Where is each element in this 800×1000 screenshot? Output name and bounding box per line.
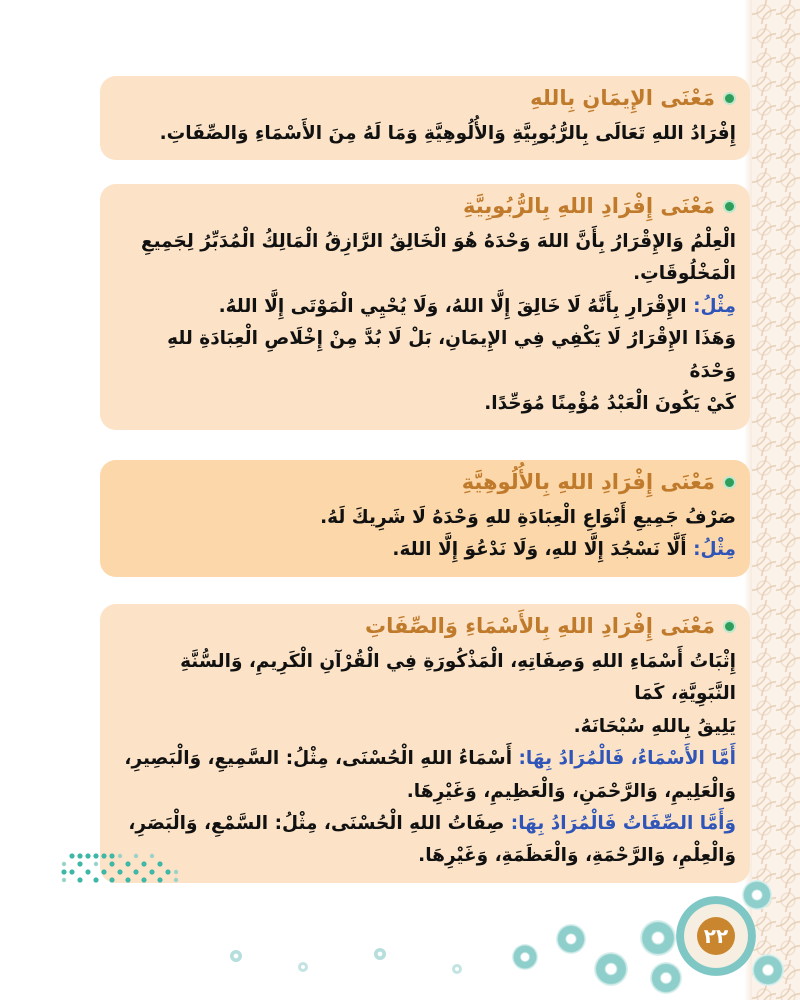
bullet-icon — [723, 476, 736, 489]
line-text: صِفَاتُ اللهِ الْحُسْنَى، مِثْلُ: السَّمْعِ، وَالْبَصَرِ، — [128, 812, 505, 834]
text-line — [116, 323, 736, 388]
bullet-icon — [723, 200, 736, 213]
line-text: أَسْمَاءُ اللهِ الْحُسْنَى، مِثْلُ: السَّمِيعِ، وَالْبَصِيرِ، — [124, 748, 513, 770]
section-uluhiyyah-card — [100, 460, 750, 577]
line-text: أَلَّا نَسْجُدَ إِلَّا للهِ، وَلَا نَدْعُوَ إِلَّا اللهَ. — [392, 539, 687, 561]
line-text: إِفْرَادُ اللهِ تَعَالَى بِالرُّبُوبِيَّةِ وَالأُلُوهِيَّةِ وَمَا لَهُ مِنَ الأَسْمَاءِ وَالصِّفَاتِ. — [159, 123, 736, 144]
flower-ornament-icon — [556, 924, 586, 954]
text-line — [116, 226, 736, 258]
dotted-logo-icon — [50, 848, 190, 890]
section-rububiyyah-card — [100, 184, 750, 430]
names-label: أَمَّا الأَسْمَاءُ، فَالْمُرَادُ بِهَا: — [518, 748, 736, 770]
attributes-label: وَأَمَّا الصِّفَاتُ فَالْمُرَادُ بِهَا: — [510, 812, 736, 834]
bullet-icon — [723, 92, 736, 105]
text-line — [116, 840, 736, 872]
text-line — [116, 743, 736, 775]
section-heading-text: مَعْنَى إِفْرَادِ اللهِ بِالأُلُوهِيَّةِ — [461, 470, 715, 494]
decorative-border-pattern — [752, 0, 800, 1000]
line-text: وَالْعِلْمِ، وَالرَّحْمَةِ، وَالْعَظَمَةِ، وَغَيْرِهَا. — [418, 845, 736, 867]
page-number: ٢٢ — [697, 917, 735, 955]
section-heading — [116, 614, 736, 638]
section-heading-text: مَعْنَى إِفْرَادِ اللهِ بِالرُّبُوبِيَّةِ — [463, 194, 715, 218]
text-line — [116, 291, 736, 323]
line-text: كَيْ يَكُونَ الْعَبْدُ مُؤْمِنًا مُوَحِّدًا. — [484, 392, 736, 414]
example-label: مِثْلُ: — [693, 295, 736, 317]
text-line — [116, 646, 736, 711]
text-line — [116, 534, 736, 566]
section-heading — [116, 194, 736, 218]
line-text: صَرْفُ جَمِيعِ أَنْوَاعِ الْعِبَادَةِ للهِ وَحْدَهُ لَا شَرِيكَ لَهُ. — [320, 507, 736, 528]
line-text: الْعِلْمُ وَالإِقْرَارُ بِأَنَّ اللهَ وَحْدَهُ هُوَ الْخَالِقُ الرَّازِقُ الْمَالِكُ الْمُدَبِّرُ لِجَمِيعِ — [140, 231, 736, 252]
text-line — [116, 118, 736, 150]
text-line — [116, 502, 736, 534]
section-iman-card — [100, 76, 750, 160]
flower-ornament-icon — [230, 950, 242, 962]
section-heading — [116, 470, 736, 494]
section-heading-text: مَعْنَى الإِيمَانِ بِاللهِ — [530, 86, 715, 110]
flower-ornament-icon — [452, 964, 462, 974]
text-line — [116, 776, 736, 808]
line-text: الإِقْرَارِ بِأَنَّهُ لَا خَالِقَ إِلَّا اللهُ، وَلَا يُحْيِي الْمَوْتَى إِلَّا اللهُ. — [218, 295, 687, 317]
line-text: يَلِيقُ بِاللهِ سُبْحَانَهُ. — [573, 715, 736, 737]
line-text: إِثْبَاتُ أَسْمَاءِ اللهِ وَصِفَاتِهِ، الْمَذْكُورَةِ فِي الْقُرْآنِ الْكَرِيمِ، وَالسُّنَّةِ النَّبَوِيَّةِ، كَمَا — [180, 651, 736, 705]
flower-ornament-icon — [594, 952, 628, 986]
section-heading — [116, 86, 736, 110]
text-line — [116, 388, 736, 420]
text-line — [116, 258, 736, 290]
bullet-icon — [723, 620, 736, 633]
flower-ornament-icon — [752, 954, 784, 986]
page-number-badge — [676, 896, 756, 976]
section-heading-text: مَعْنَى إِفْرَادِ اللهِ بِالأَسْمَاءِ وَالصِّفَاتِ — [365, 614, 715, 638]
flower-ornament-icon — [374, 948, 386, 960]
line-text: وَالْعَلِيمِ، وَالرَّحْمَنِ، وَالْعَظِيمِ، وَغَيْرِهَا. — [406, 780, 736, 802]
line-text: الْمَخْلُوقَاتِ. — [633, 263, 736, 285]
flower-ornament-icon — [298, 962, 308, 972]
section-names-attributes-card — [100, 604, 750, 883]
line-text: وَهَذَا الإِقْرَارُ لَا يَكْفِي فِي الإِيمَانِ، بَلْ لَا بُدَّ مِنْ إِخْلَاصِ الْعِبَادَةِ للهِ وَحْدَهُ — [167, 328, 736, 382]
flower-ornament-icon — [512, 944, 538, 970]
text-line — [116, 808, 736, 840]
flower-ornament-icon — [650, 962, 682, 994]
flower-ornament-icon — [640, 920, 676, 956]
flower-ornament-icon — [742, 880, 772, 910]
text-line — [116, 711, 736, 743]
example-label: مِثْلُ: — [693, 539, 736, 561]
